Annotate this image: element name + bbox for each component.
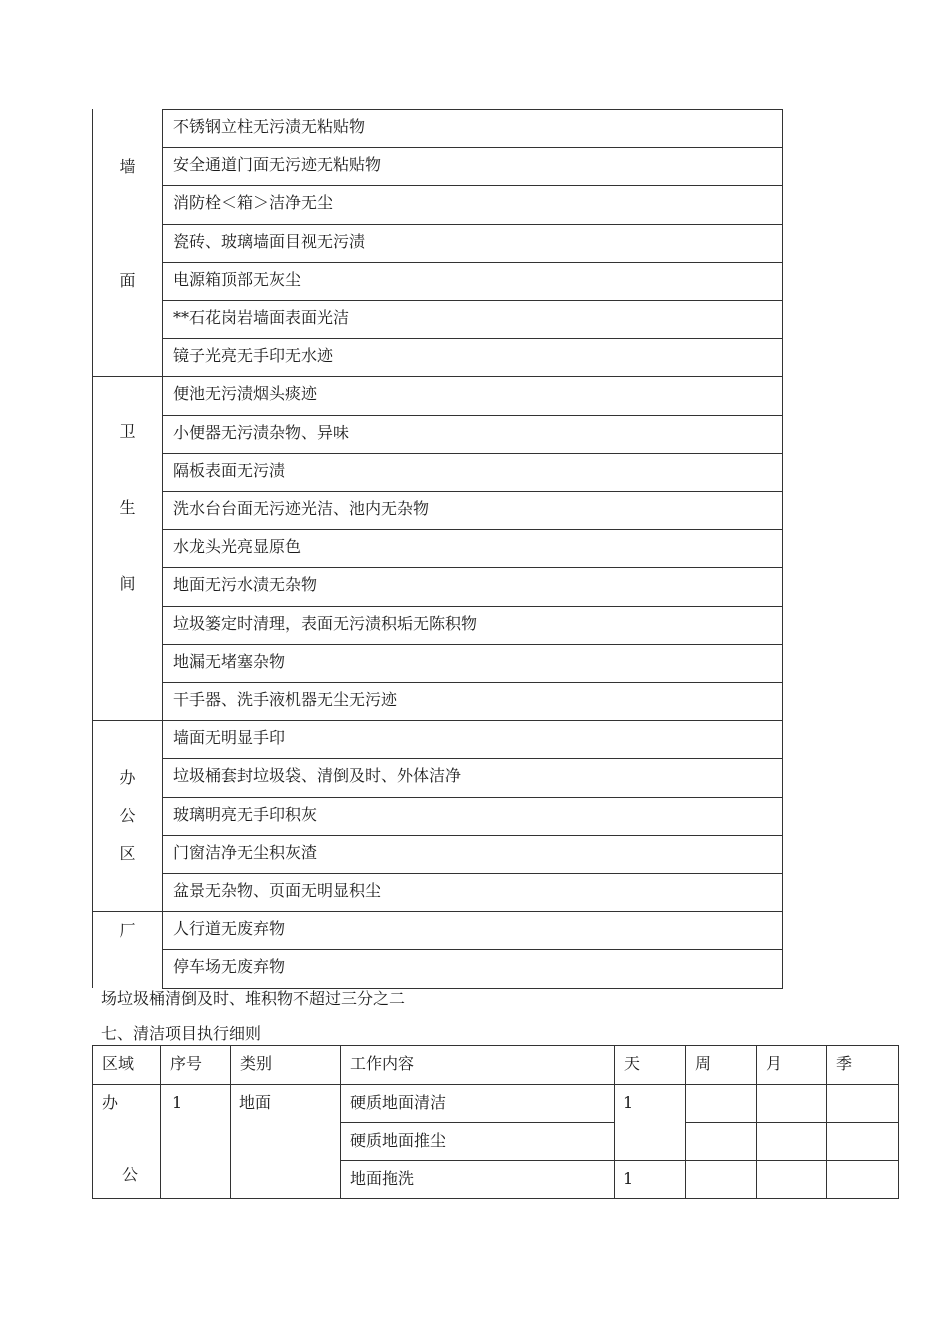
table-row-item: 电源箱顶部无灰尘 xyxy=(173,269,302,289)
table-row-item: 停车场无废弃物 xyxy=(173,957,286,977)
table-row-item: 镜子光亮无手印无水迹 xyxy=(173,346,334,366)
row-divider xyxy=(162,949,783,950)
category-label: 间 xyxy=(119,574,136,594)
category-label: 墙 xyxy=(119,157,136,176)
table-row-item: 水龙头光亮显原色 xyxy=(173,537,302,557)
table-row-item: 垃圾桶套封垃圾袋、清倒及时、外体洁净 xyxy=(173,766,462,786)
row-divider xyxy=(162,147,783,148)
area-label: 公 xyxy=(122,1165,139,1184)
row-divider xyxy=(162,338,783,339)
table-row-item: 盆景无杂物、页面无明显积尘 xyxy=(173,881,382,900)
category-label: 卫 xyxy=(119,422,136,442)
table-row-item: 地漏无堵塞杂物 xyxy=(173,651,286,671)
category-label: 公 xyxy=(119,806,136,826)
table-border-top xyxy=(92,1045,899,1046)
sequence-number: 1 xyxy=(172,1093,183,1112)
row-divider xyxy=(685,1122,899,1123)
table-row-item: 玻璃明亮无手印积灰 xyxy=(173,804,318,824)
table-row-item: 人行道无废弃物 xyxy=(173,919,286,939)
column-header: 类别 xyxy=(240,1054,273,1073)
column-divider xyxy=(230,1045,231,1198)
row-divider xyxy=(162,644,783,645)
row-divider xyxy=(162,873,783,874)
table-row-item: 瓷砖、玻璃墙面目视无污渍 xyxy=(173,231,366,251)
category-label: 地面 xyxy=(239,1093,272,1112)
table-border-left xyxy=(92,1045,93,1198)
column-divider xyxy=(826,1045,827,1198)
section-title: 七、清洁项目执行细则 xyxy=(101,1024,262,1043)
table-row-item: 墙面无明显手印 xyxy=(173,728,286,748)
row-divider xyxy=(162,797,783,798)
row-divider xyxy=(162,491,783,492)
work-content: 硬质地面推尘 xyxy=(350,1131,447,1150)
table-row-item: 消防栓＜箱＞洁净无尘 xyxy=(173,193,334,213)
table-row-item: 便池无污渍烟头痰迹 xyxy=(173,384,318,404)
row-divider xyxy=(162,567,783,568)
row-divider xyxy=(340,1122,615,1123)
table-row-item: 隔板表面无污渍 xyxy=(173,460,286,480)
table-border-bottom xyxy=(92,1198,899,1199)
category-label: 办 xyxy=(119,768,136,788)
table-column-divider xyxy=(162,109,163,988)
row-divider xyxy=(340,1160,899,1161)
category-label: 区 xyxy=(119,844,136,864)
table-border-top xyxy=(162,109,783,110)
column-header: 月 xyxy=(766,1054,783,1073)
column-divider xyxy=(340,1045,341,1198)
table-border-right xyxy=(782,109,783,988)
group-divider xyxy=(92,911,783,912)
column-divider xyxy=(614,1045,615,1198)
row-divider xyxy=(162,185,783,186)
column-header: 序号 xyxy=(170,1054,203,1073)
table-row-item: 门窗洁净无尘积灰渣 xyxy=(173,842,318,862)
header-divider xyxy=(92,1084,899,1085)
frequency-day: 1 xyxy=(623,1169,634,1188)
row-divider xyxy=(162,529,783,530)
row-divider xyxy=(162,682,783,683)
table-border-right xyxy=(898,1045,899,1198)
category-label: 厂 xyxy=(119,921,136,941)
column-header: 周 xyxy=(695,1054,712,1073)
table-row-item: 不锈钢立柱无污渍无粘贴物 xyxy=(173,117,366,136)
table-row-item: **石花岗岩墙面表面光洁 xyxy=(173,308,350,327)
work-content: 硬质地面清洁 xyxy=(350,1093,447,1112)
column-header: 季 xyxy=(836,1054,853,1073)
row-divider xyxy=(162,835,783,836)
frequency-day: 1 xyxy=(623,1093,634,1112)
column-header: 天 xyxy=(624,1054,641,1073)
category-label: 生 xyxy=(119,498,136,518)
table-row-item: 小便器无污渍杂物、异味 xyxy=(173,422,350,442)
column-header: 区域 xyxy=(102,1054,135,1073)
category-label: 面 xyxy=(119,271,136,290)
row-divider xyxy=(162,300,783,301)
table-row-item: 垃圾篓定时清理，表面无污渍积垢无陈积物 xyxy=(173,613,478,633)
work-content: 地面拖洗 xyxy=(350,1169,415,1188)
column-header: 工作内容 xyxy=(350,1054,415,1073)
overflow-text-line: 场垃圾桶清倒及时、堆积物不超过三分之二 xyxy=(101,989,406,1008)
group-divider xyxy=(92,376,783,377)
row-divider xyxy=(162,453,783,454)
group-divider xyxy=(92,720,783,721)
row-divider xyxy=(162,262,783,263)
column-divider xyxy=(756,1045,757,1198)
table-row-item: 洗水台台面无污迹光洁、池内无杂物 xyxy=(173,499,430,518)
table-row-item: 安全通道门面无污迹无粘贴物 xyxy=(173,155,382,175)
row-divider xyxy=(162,224,783,225)
table-row-item: 地面无污水渍无杂物 xyxy=(173,575,318,595)
row-divider xyxy=(162,415,783,416)
column-divider xyxy=(160,1045,161,1198)
row-divider xyxy=(162,758,783,759)
row-divider xyxy=(162,606,783,607)
table-row-item: 干手器、洗手液机器无尘无污迹 xyxy=(173,690,398,709)
column-divider xyxy=(685,1045,686,1198)
area-label: 办 xyxy=(102,1093,119,1112)
